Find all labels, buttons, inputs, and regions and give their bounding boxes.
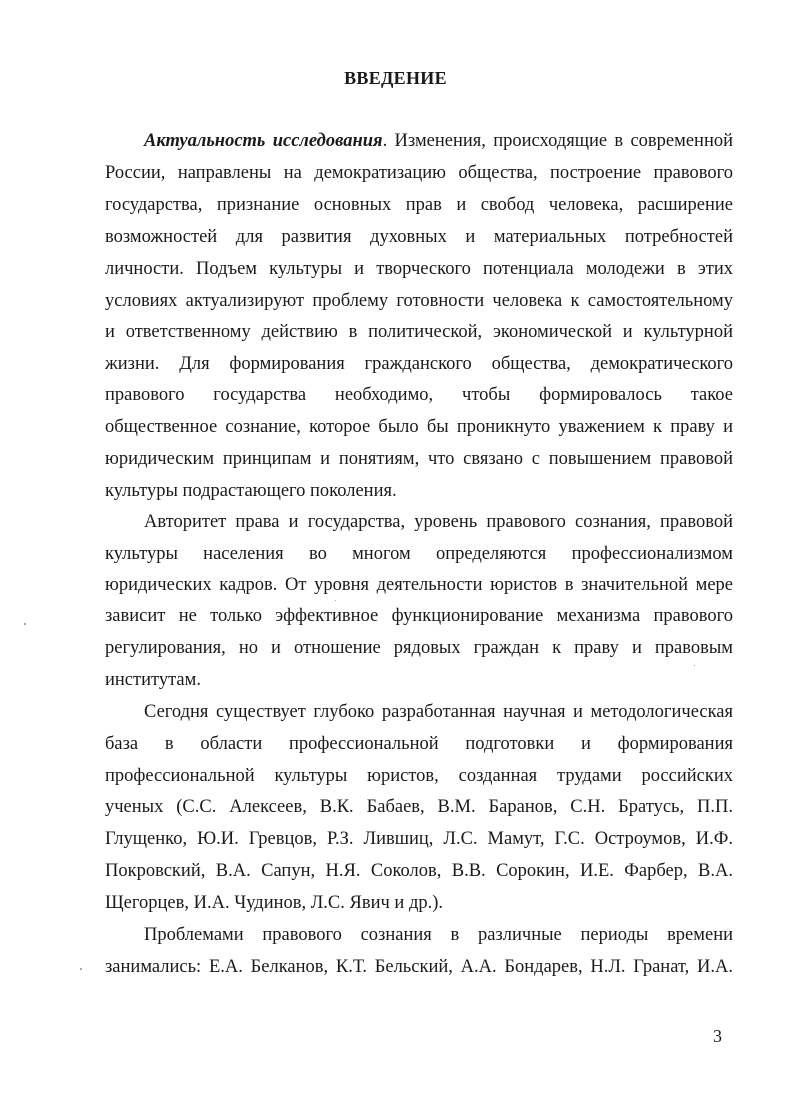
paragraph-4-line: занимались: Е.А. Белканов, К.Т. Бельский, А.А. Бондарев, Н.Л. Гранат, И.А. <box>105 957 733 977</box>
paragraph-1-line: условиях актуализируют проблему готовности человека к самостоятельному <box>105 291 733 311</box>
paragraph-3-line: Глущенко, Ю.И. Гревцов, Р.З. Лившиц, Л.С. Мамут, Г.С. Остроумов, И.Ф. <box>105 829 733 849</box>
paragraph-3-line: профессиональной культуры юристов, созданная трудами российских <box>105 766 733 786</box>
scan-speck <box>694 665 695 666</box>
paragraph-1-line: жизни. Для формирования гражданского общества, демократического <box>105 354 733 374</box>
paragraph-3-line: база в области профессиональной подготовки и формирования <box>105 734 733 754</box>
paragraph-2-line: юридических кадров. От уровня деятельности юристов в значительной мере <box>105 575 733 595</box>
paragraph-1-line: государства, признание основных прав и свобод человека, расширение <box>105 195 733 215</box>
paragraph-1-line: России, направлены на демократизацию общества, построение правового <box>105 163 733 183</box>
paragraph-1-line: и ответственному действию в политической, экономической и культурной <box>105 322 733 342</box>
paragraph-1-line-1 <box>144 130 733 152</box>
paragraph-3-line: Сегодня существует глубоко разработанная научная и методологическая <box>144 702 733 722</box>
paragraph-2-line: регулирования, но и отношение рядовых граждан к праву и правовым <box>105 638 733 658</box>
paragraph-4-line: Проблемами правового сознания в различные периоды времени <box>144 925 733 945</box>
paragraph-1-line: юридическим принципам и понятиям, что связано с повышением правовой <box>105 449 733 469</box>
lead-phrase: Актуальность исследования <box>144 131 383 151</box>
scan-speck <box>335 600 336 601</box>
paragraph-2-line: культуры населения во многом определяются профессионализмом <box>105 544 733 564</box>
paragraph-3-line: Щегорцев, И.А. Чудинов, Л.С. Явич и др.). <box>105 893 444 913</box>
paragraph-3-line: ученых (С.С. Алексеев, В.К. Бабаев, В.М. Баранов, С.Н. Братусь, П.П. <box>105 797 733 817</box>
paragraph-2-line: институтам. <box>105 670 201 690</box>
paragraph-1-line: возможностей для развития духовных и материальных потребностей <box>105 227 733 247</box>
scan-speck <box>80 968 82 970</box>
paragraph-2-line: зависит не только эффективное функционирование механизма правового <box>105 606 733 626</box>
scan-speck <box>24 623 26 625</box>
page-number: 3 <box>713 1026 722 1046</box>
paragraph-1-line: общественное сознание, которое было бы проникнуто уважением к праву и <box>105 417 733 437</box>
paragraph-1-line: культуры подрастающего поколения. <box>105 481 397 501</box>
paragraph-1-line: правового государства необходимо, чтобы формировалось такое <box>105 385 733 405</box>
paragraph-2-line: Авторитет права и государства, уровень правового сознания, правовой <box>144 512 733 532</box>
paragraph-3-line: Покровский, В.А. Сапун, Н.Я. Соколов, В.В. Сорокин, И.Е. Фарбер, В.А. <box>105 861 733 881</box>
paragraph-1-line: личности. Подъем культуры и творческого потенциала молодежи в этих <box>105 259 733 279</box>
section-heading: ВВЕДЕНИЕ <box>344 68 447 88</box>
line-text: . Изменения, происходящие в современной <box>382 131 733 151</box>
